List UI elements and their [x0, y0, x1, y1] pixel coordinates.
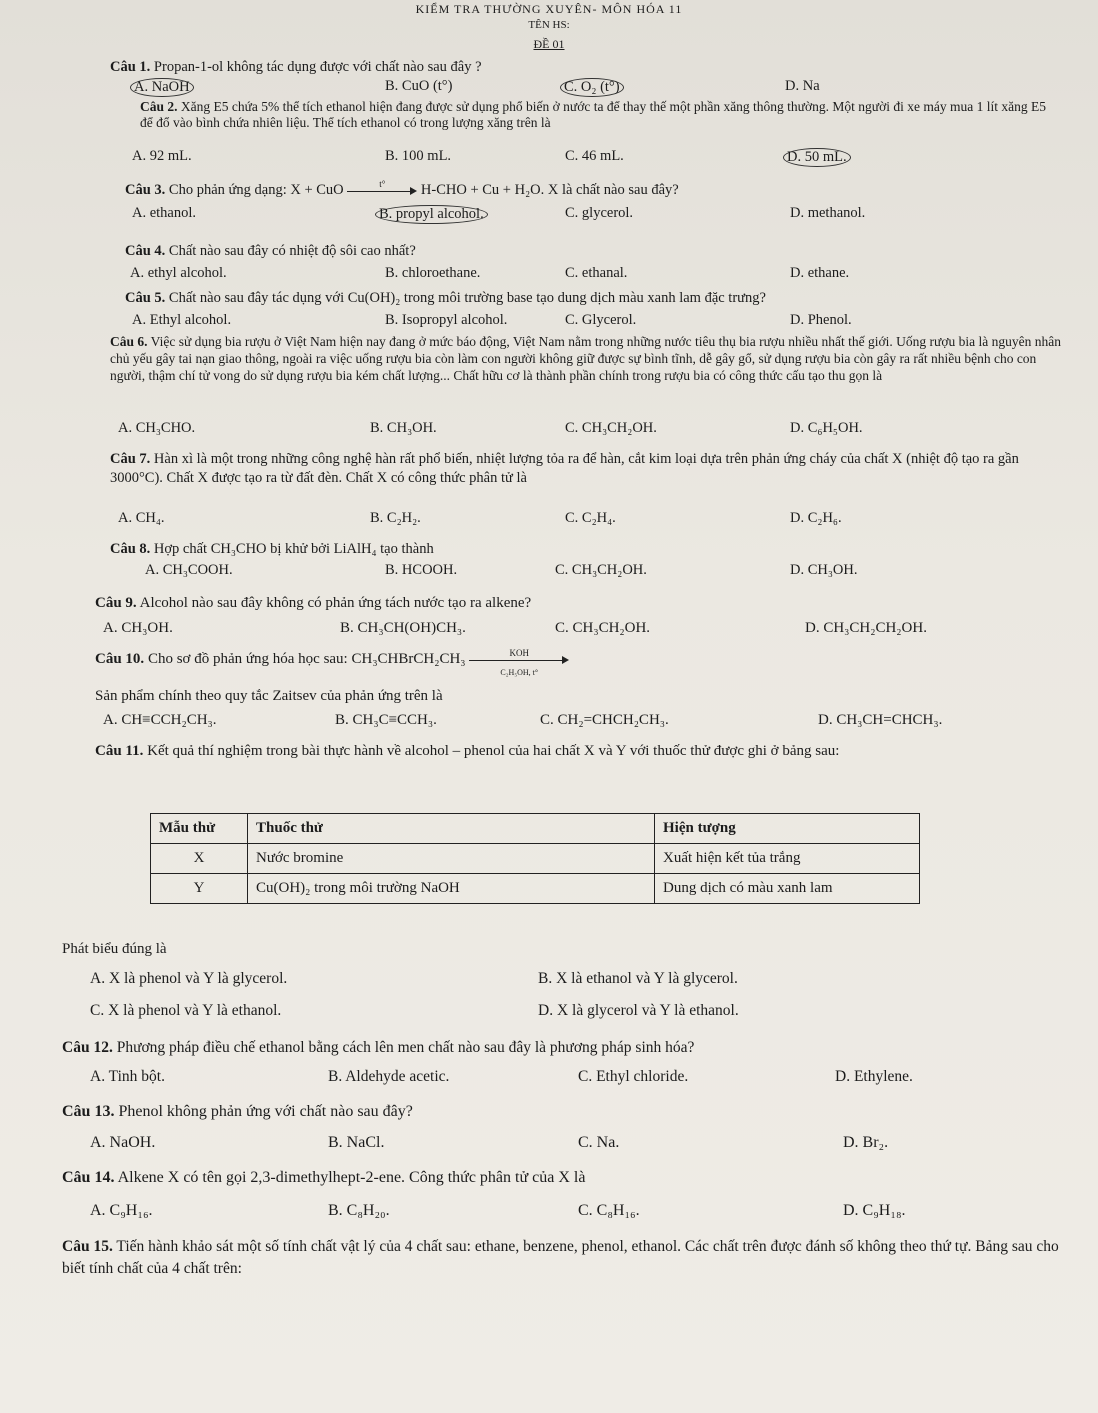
option-c: C. glycerol. [565, 205, 634, 221]
question-14-options [0, 1202, 1098, 1222]
question-7-options [0, 510, 1098, 530]
option-c: C. C₂H₄. [565, 510, 616, 526]
option-d: D. Phenol. [790, 312, 852, 328]
arrow-reagent: KOH [509, 647, 530, 658]
question-stem: Câu 6. Việc sử dụng bia rượu ở Việt Nam hiện nay đang ở mức báo động, Việt Nam nằm trong những nước tiêu thụ bia rượu nhiều nhất thế giới. Uống rượu bia là nguyên nhân chủ yếu gây tai nạn giao thông, ngoài ra việc uống rượu bia còn làm con người không giữ được sự bình tĩnh, dễ gây gổ, sử dụng rượu bia còn gây ra rất nhiều bệnh cho con người, thậm chí tử vong do sử dụng rượu bia kém chất lượng... Chất hữu cơ là thành phần chính trong rượu bia có công thức cấu tạo thu gọn là [110, 334, 1061, 383]
exam-code: ĐỀ 01 [533, 37, 565, 51]
exam-header [0, 0, 1098, 52]
option-d: D. 50 mL. [783, 148, 851, 167]
question-stem: Câu 1. Propan-1-ol không tác dụng được với chất nào sau đây ? [110, 59, 482, 75]
question-12 [62, 1038, 1068, 1057]
table-cell: Dung dịch có màu xanh lam [655, 874, 920, 904]
option-c: C. Ethyl chloride. [578, 1068, 689, 1085]
question-stem: Câu 9. Alcohol nào sau đây không có phản ứng tách nước tạo ra alkene? [95, 595, 532, 611]
table-cell: X [151, 844, 248, 874]
option-b: B. Aldehyde acetic. [328, 1068, 450, 1085]
option-b: B. C₈H₂₀. [328, 1202, 390, 1219]
option-b: B. CH₃OH. [370, 420, 437, 436]
table-row [151, 874, 920, 904]
question-4 [125, 242, 1068, 261]
option-d: D. C₂H₆. [790, 510, 842, 526]
question-stem: Câu 2. Xăng E5 chứa 5% thể tích ethanol hiện đang được sử dụng phổ biến ở nước ta để thay thế một phần xăng thông thường. Một người đi xe máy mua 1 lít xăng E5 để đổ vào bình chứa nhiên liệu. Thể tích ethanol có trong lượng xăng trên là [140, 99, 1046, 130]
table-header-row [151, 814, 920, 844]
option-a: A. C₉H₁₆. [90, 1202, 153, 1219]
question-11 [95, 738, 1038, 764]
option-a: A. ethyl alcohol. [130, 265, 227, 281]
option-a: A. 92 mL. [132, 148, 192, 164]
arrow-condition: C₂H₅OH, t° [500, 667, 539, 677]
question-13-options [0, 1134, 1098, 1154]
option-a: A. ethanol. [132, 205, 197, 221]
question-1 [110, 58, 1068, 77]
reaction-arrow [469, 647, 569, 677]
option-b: B. chloroethane. [385, 265, 481, 281]
option-a: A. X là phenol và Y là glycerol. [90, 970, 288, 987]
option-c: C. X là phenol và Y là ethanol. [90, 1002, 282, 1019]
table-header: Thuốc thử [248, 814, 655, 844]
option-d: D. Ethylene. [835, 1068, 913, 1085]
question-stem-pre: Câu 3. Cho phản ứng dạng: X + CuO [125, 182, 344, 198]
option-a: A. CH₄. [118, 510, 165, 526]
question-9 [95, 594, 1068, 613]
question-7 [110, 450, 1068, 488]
option-a: A. NaOH. [90, 1134, 156, 1151]
option-d: D. C₆H₅OH. [790, 420, 863, 436]
question-stem: Câu 8. Hợp chất CH₃CHO bị khử bởi LiAlH₄ tạo thành [110, 541, 434, 557]
option-d: D. CH₃OH. [790, 562, 858, 578]
question-12-options [0, 1068, 1098, 1088]
option-d: D. methanol. [790, 205, 866, 221]
option-b: B. CH₃CH(OH)CH₃. [340, 620, 466, 636]
table-cell: Cu(OH)₂ trong môi trường NaOH [248, 874, 655, 904]
table-cell: Y [151, 874, 248, 904]
question-15 [62, 1236, 1068, 1280]
question-8-options [0, 562, 1098, 582]
option-a: A. CH≡CCH₂CH₃. [103, 712, 217, 728]
option-c: C. CH₃CH₂OH. [555, 562, 647, 578]
question-4-options [0, 265, 1098, 285]
option-c: C. ethanal. [565, 265, 628, 281]
question-stem: Câu 13. Phenol không phản ứng với chất nào sau đây? [62, 1103, 413, 1120]
option-b: B. CuO (t°) [385, 78, 453, 94]
option-a: A. CH₃COOH. [145, 562, 233, 578]
table-header: Mẫu thử [151, 814, 248, 844]
option-d: D. CH₃CH=CHCH₃. [818, 712, 943, 728]
option-a: A. CH₃OH. [103, 620, 173, 636]
question-stem: Câu 7. Hàn xì là một trong những công nghệ hàn rất phổ biến, nhiệt lượng tỏa ra để hàn, cắt kim loại dựa trên phản ứng cháy của chất X (nhiệt độ tạo ra gần 3000°C). Chất X được tạo ra từ đất đèn. Chất X có công thức phân tử là [110, 451, 1019, 486]
question-6 [110, 333, 1068, 384]
question-stem: Câu 12. Phương pháp điều chế ethanol bằng cách lên men chất nào sau đây là phương pháp sinh hóa? [62, 1039, 695, 1056]
option-b: B. 100 mL. [385, 148, 452, 164]
question-stem: Sản phẩm chính theo quy tắc Zaitsev của phản ứng trên là [95, 688, 443, 704]
option-b: B. NaCl. [328, 1134, 385, 1151]
table-cell: Xuất hiện kết tủa trắng [655, 844, 920, 874]
question-6-options [0, 420, 1098, 440]
arrow-condition: t° [379, 178, 386, 189]
question-13 [62, 1102, 1068, 1121]
question-10-stem-2 [95, 687, 1068, 706]
table-row [151, 844, 920, 874]
option-c: C. Na. [578, 1134, 620, 1151]
option-b: B. X là ethanol và Y là glycerol. [538, 970, 738, 987]
question-11-after [62, 940, 1068, 959]
question-14 [62, 1168, 1068, 1187]
exam-title: KIỂM TRA THƯỜNG XUYÊN- MÔN HÓA 11 [415, 2, 683, 16]
option-d: D. ethane. [790, 265, 850, 281]
question-stem: Câu 14. Alkene X có tên gọi 2,3-dimethylhept-2-ene. Công thức phân tử của X là [62, 1169, 586, 1186]
option-a: A. Ethyl alcohol. [132, 312, 232, 328]
option-a: A. NaOH [130, 78, 194, 97]
question-2-options [0, 148, 1098, 168]
question-2 [140, 99, 1058, 131]
option-a: A. Tinh bột. [90, 1068, 165, 1085]
option-b: B. propyl alcohol. [375, 205, 488, 224]
option-c: C. O₂ (t°) [560, 78, 624, 97]
question-5 [125, 289, 1068, 308]
student-name-label: TÊN HS: [528, 19, 570, 31]
question-9-options [0, 620, 1098, 640]
option-c: C. CH₂=CHCH₂CH₃. [540, 712, 669, 728]
question-stem-post: H-CHO + Cu + H₂O. X là chất nào sau đây? [420, 182, 679, 198]
question-3-options [0, 205, 1098, 225]
option-d: D. Br₂. [843, 1134, 889, 1151]
table-header: Hiện tượng [655, 814, 920, 844]
option-b: B. CH₃C≡CCH₃. [335, 712, 437, 728]
question-stem: Câu 4. Chất nào sau đây có nhiệt độ sôi cao nhất? [125, 243, 416, 259]
reaction-arrow [347, 178, 417, 198]
option-d: D. Na [785, 78, 820, 94]
option-d: D. C₉H₁₈. [843, 1202, 906, 1219]
question-stem: Câu 11. Kết quả thí nghiệm trong bài thực hành về alcohol – phenol của hai chất X và Y với thuốc thử được ghi ở bảng sau: [95, 743, 840, 759]
option-b: B. C₂H₂. [370, 510, 421, 526]
question-3 [125, 178, 1068, 200]
question-10 [95, 647, 1068, 677]
option-c: C. 46 mL. [565, 148, 624, 164]
option-c: C. C₈H₁₆. [578, 1202, 640, 1219]
option-c: C. Glycerol. [565, 312, 637, 328]
experiment-table [150, 813, 920, 904]
option-c: C. CH₃CH₂OH. [565, 420, 657, 436]
question-stem: Câu 5. Chất nào sau đây tác dụng với Cu(OH)₂ trong môi trường base tạo dung dịch màu xanh lam đặc trưng? [125, 290, 766, 306]
question-10-options [0, 712, 1098, 732]
option-b: B. Isopropyl alcohol. [385, 312, 508, 328]
question-1-options [0, 78, 1098, 98]
question-stem-pre: Câu 10. Cho sơ đồ phản ứng hóa học sau: CH₃CHBrCH₂CH₃ [95, 651, 466, 667]
table-cell: Nước bromine [248, 844, 655, 874]
option-c: C. CH₃CH₂OH. [555, 620, 651, 636]
question-stem: Phát biểu đúng là [62, 941, 167, 957]
question-stem: Câu 15. Tiến hành khảo sát một số tính chất vật lý của 4 chất sau: ethane, benzene, phenol, ethanol. Các chất trên được đánh số không theo thứ tự. Bảng sau cho biết tính chất của 4 chất trên: [62, 1238, 1059, 1277]
question-8 [110, 540, 1068, 559]
question-11-options-cd [0, 1002, 1098, 1022]
option-b: B. HCOOH. [385, 562, 458, 578]
question-5-options [0, 312, 1098, 332]
option-a: A. CH₃CHO. [118, 420, 196, 436]
option-d: D. CH₃CH₂CH₂OH. [805, 620, 927, 636]
question-11-options-ab [0, 970, 1098, 990]
option-d: D. X là glycerol và Y là ethanol. [538, 1002, 739, 1019]
